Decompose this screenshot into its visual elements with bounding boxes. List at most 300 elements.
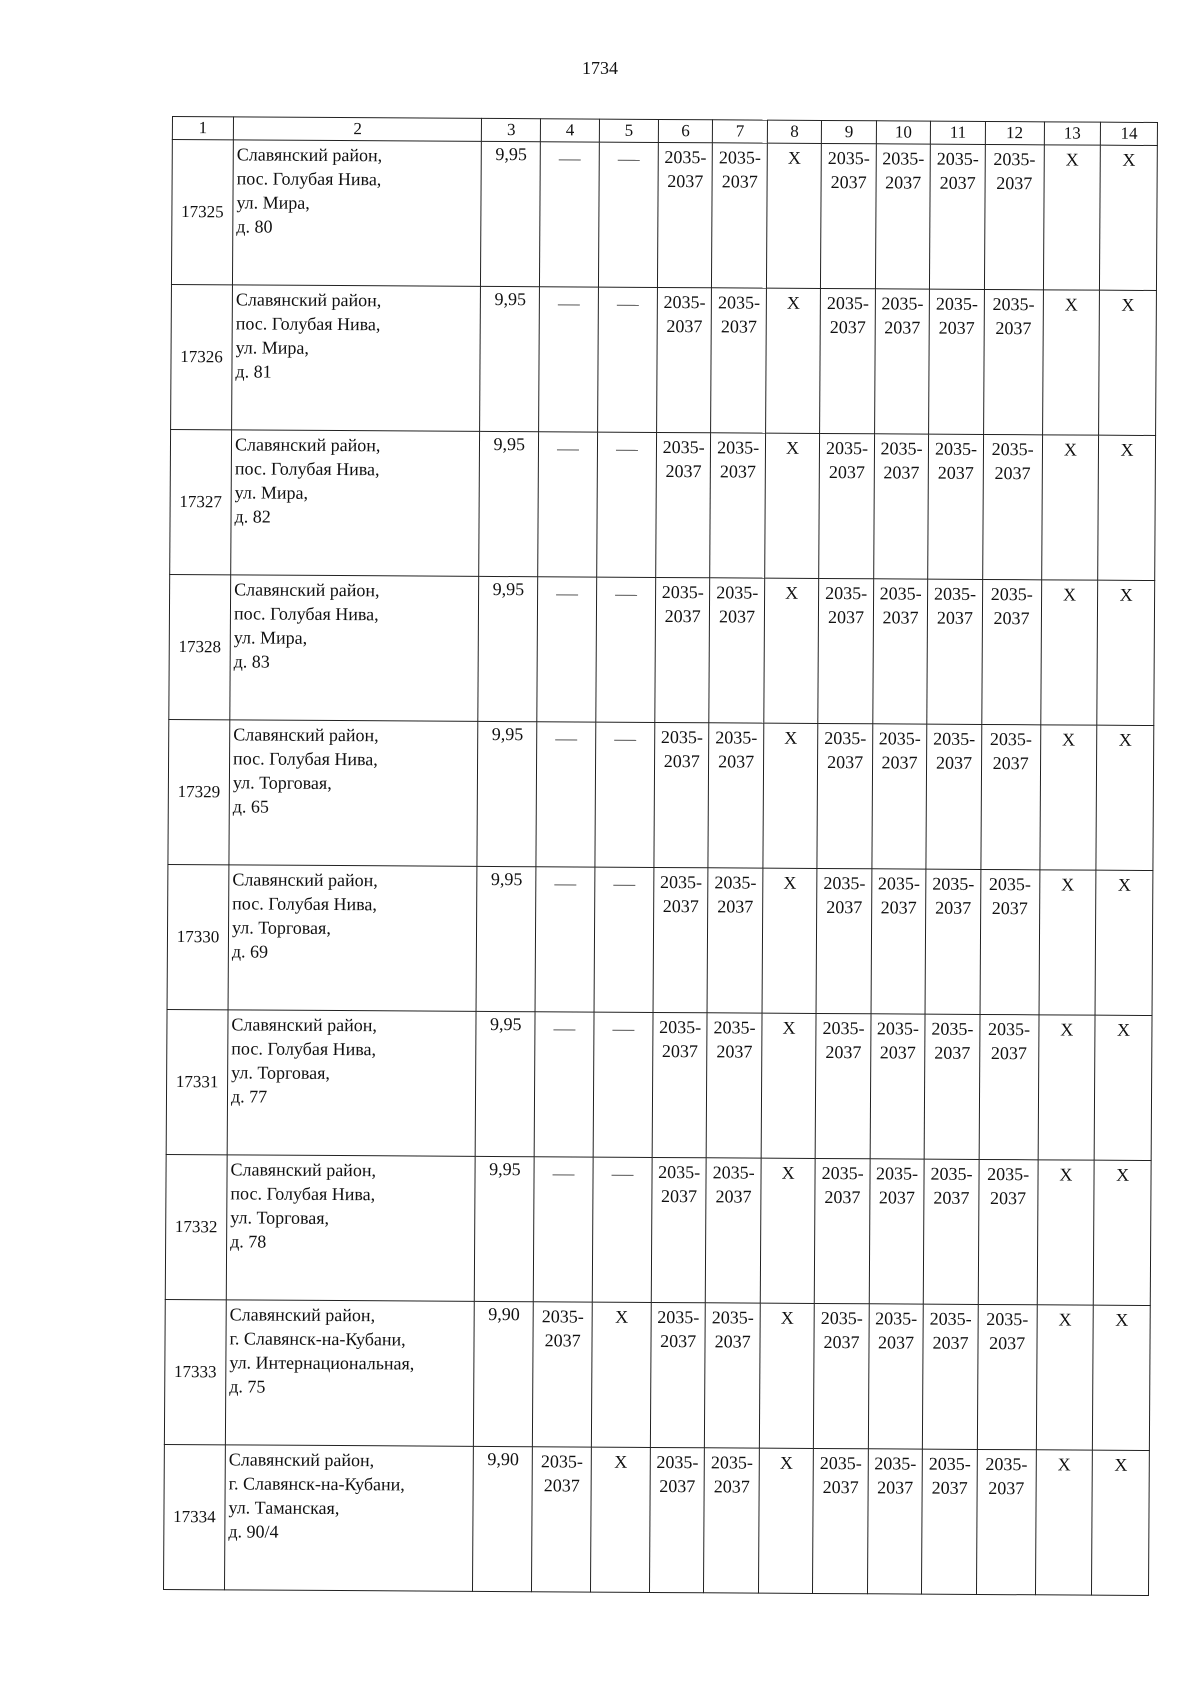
period-part: 2035- xyxy=(931,1018,974,1039)
period-part: 2035- xyxy=(935,293,978,314)
column-7-cell xyxy=(708,723,763,868)
period-part: 2035- xyxy=(715,727,758,748)
address-cell xyxy=(229,720,478,867)
period-part: 2035- xyxy=(827,148,870,169)
period-part: 2037 xyxy=(991,898,1028,919)
column-12-cell xyxy=(981,724,1041,869)
cell-mark: X xyxy=(1118,729,1132,750)
period-part: 2037 xyxy=(992,753,1029,774)
period-part: 2035- xyxy=(717,292,761,313)
column-13-cell xyxy=(1040,580,1098,725)
period-part: 2035- xyxy=(662,437,705,458)
period-part: 2037 xyxy=(829,317,866,338)
column-12-cell xyxy=(980,869,1040,1014)
row-number: 17328 xyxy=(169,574,231,719)
address-line: пос. Голубая Нива, xyxy=(234,458,380,480)
period-part: 2035- xyxy=(711,1307,754,1328)
column-7-cell xyxy=(711,288,766,433)
cell-mark: X xyxy=(1063,439,1077,460)
column-11-cell xyxy=(925,869,980,1014)
cell-mark: X xyxy=(779,1452,793,1473)
period-part: 2035- xyxy=(990,584,1033,605)
period-part: 2035- xyxy=(992,294,1035,315)
column-10-cell xyxy=(872,724,927,869)
cell-mark: X xyxy=(783,872,797,893)
column-10-cell xyxy=(875,144,930,289)
period-part: 2035- xyxy=(991,439,1034,460)
address-line: д. 75 xyxy=(229,1376,266,1397)
cell-mark: X xyxy=(1057,1454,1071,1475)
period-part: 2037 xyxy=(884,317,921,338)
period-part: 2037 xyxy=(936,752,973,773)
column-10-cell xyxy=(873,579,928,724)
dash-mark xyxy=(556,594,578,595)
address-line: д. 83 xyxy=(233,651,270,672)
row-number: 17325 xyxy=(171,140,233,285)
column-4-cell xyxy=(539,287,599,432)
period-part: 2037 xyxy=(994,463,1031,484)
address-line: ул. Мира, xyxy=(234,482,309,503)
address-line: ул. Мира, xyxy=(236,192,310,213)
address-line: ул. Торговая, xyxy=(232,772,332,793)
column-10-cell xyxy=(869,1159,924,1304)
column-4-cell xyxy=(540,142,600,287)
column-header-5: 5 xyxy=(599,119,658,142)
period-part: 2035- xyxy=(874,1453,917,1474)
period-part: 2035- xyxy=(929,1308,972,1329)
cost-cell: 9,95 xyxy=(476,866,536,1011)
column-header-1: 1 xyxy=(172,117,233,140)
column-8-cell xyxy=(762,868,817,1013)
period-part: 2035- xyxy=(822,1017,865,1039)
period-part: 2035- xyxy=(659,1016,702,1038)
column-header-8: 8 xyxy=(767,120,822,143)
period-part: 2035- xyxy=(880,438,923,459)
period-part: 2037 xyxy=(717,896,754,917)
column-header-10: 10 xyxy=(876,121,931,144)
period-part: 2035- xyxy=(658,1161,701,1183)
dash-mark xyxy=(553,1174,575,1175)
period-part: 2035- xyxy=(661,582,704,603)
column-6-cell xyxy=(653,867,708,1012)
period-part: 2035- xyxy=(820,1307,863,1329)
column-6-cell xyxy=(657,142,712,287)
column-13-cell xyxy=(1041,435,1099,580)
column-14-cell xyxy=(1099,290,1157,435)
column-14-cell xyxy=(1095,870,1153,1015)
period-part: 2037 xyxy=(877,1477,914,1498)
period-part: 2035- xyxy=(718,147,761,168)
cost-cell: 9,95 xyxy=(477,721,537,866)
column-header-13: 13 xyxy=(1044,122,1101,145)
column-7-cell xyxy=(704,1448,759,1593)
period-part: 2037 xyxy=(827,752,864,773)
address-line: Славянский район, xyxy=(233,724,379,746)
table-row xyxy=(171,284,1157,435)
table-row xyxy=(163,1444,1149,1595)
dash-mark xyxy=(614,740,636,741)
address-line: д. 81 xyxy=(235,361,272,382)
period-part: 2037 xyxy=(877,1332,915,1353)
column-5-cell xyxy=(591,1302,651,1447)
cell-mark: X xyxy=(1059,1164,1073,1185)
column-4-cell xyxy=(532,1447,592,1592)
cell-mark: X xyxy=(1122,149,1136,170)
period-part: 2035- xyxy=(988,874,1032,895)
column-7-cell xyxy=(709,578,764,723)
column-header-12: 12 xyxy=(985,121,1044,144)
column-7-cell xyxy=(707,868,762,1013)
table-body xyxy=(163,140,1157,1596)
period-part: 2035- xyxy=(878,728,921,749)
cell-mark: X xyxy=(1117,874,1131,895)
column-14-cell xyxy=(1097,580,1155,725)
period-part: 2035- xyxy=(825,582,868,604)
dash-mark xyxy=(618,160,640,161)
column-11-cell xyxy=(924,1014,979,1159)
period-part: 2035- xyxy=(656,1451,699,1473)
period-part: 2035- xyxy=(986,1308,1029,1330)
cell-mark: X xyxy=(1116,1164,1130,1185)
period-part: 2035- xyxy=(663,292,706,313)
period-part: 2037 xyxy=(666,316,703,337)
column-5-cell xyxy=(597,432,657,577)
address-line: д. 65 xyxy=(232,796,270,817)
address-line: Славянский район, xyxy=(229,1304,376,1326)
cost-cell: 9,90 xyxy=(474,1301,534,1446)
column-5-cell xyxy=(598,287,658,432)
period-part: 2035- xyxy=(659,871,703,893)
period-part: 2035- xyxy=(716,582,759,603)
dash-mark xyxy=(617,305,639,306)
column-13-cell xyxy=(1039,870,1097,1015)
period-part: 2035- xyxy=(936,148,979,169)
period-part: 2037 xyxy=(989,1333,1026,1354)
dash-mark xyxy=(612,1030,634,1031)
cell-mark: X xyxy=(1058,1309,1072,1330)
column-11-cell xyxy=(922,1449,977,1594)
column-5-cell xyxy=(593,1012,653,1157)
column-9-cell xyxy=(820,288,875,433)
period-part: 2037 xyxy=(659,1476,696,1497)
column-10-cell xyxy=(870,1014,925,1159)
dash-mark xyxy=(615,595,637,596)
period-part: 2035- xyxy=(826,293,869,314)
column-8-cell xyxy=(764,578,819,723)
column-14-cell xyxy=(1093,1305,1151,1450)
period-part: 2037 xyxy=(880,897,917,918)
period-part: 2035- xyxy=(714,872,757,893)
period-part: 2037 xyxy=(721,171,758,192)
column-13-cell xyxy=(1038,1015,1096,1160)
column-14-cell xyxy=(1096,725,1154,870)
period-part: 2037 xyxy=(883,462,920,483)
column-12-cell xyxy=(984,144,1044,289)
register-table xyxy=(163,116,1158,1596)
table-row xyxy=(169,574,1155,725)
period-part: 2035- xyxy=(875,1308,918,1329)
period-part: 2035- xyxy=(825,438,869,459)
period-part: 2035- xyxy=(541,1306,584,1327)
column-header-7: 7 xyxy=(713,120,768,143)
cell-mark: X xyxy=(782,1017,796,1038)
table-row xyxy=(164,1299,1150,1450)
address-cell xyxy=(231,430,480,577)
table-row xyxy=(168,719,1154,870)
column-9-cell xyxy=(821,143,876,288)
column-8-cell xyxy=(760,1158,815,1303)
row-number: 17333 xyxy=(164,1299,226,1444)
row-number: 17330 xyxy=(167,864,229,1009)
dash-mark xyxy=(559,159,581,160)
period-part: 2035- xyxy=(660,726,703,748)
column-7-cell xyxy=(707,1013,762,1158)
dash-mark xyxy=(613,885,635,886)
period-part: 2037 xyxy=(939,172,976,193)
period-part: 2035- xyxy=(821,1162,864,1184)
address-line: г. Славянск-на-Кубани, xyxy=(229,1328,406,1350)
cell-mark: X xyxy=(1119,584,1133,605)
dash-mark xyxy=(554,1029,576,1030)
address-cell xyxy=(232,285,481,432)
column-14-cell xyxy=(1100,145,1158,290)
cost-cell: 9,95 xyxy=(475,1156,535,1301)
column-5-cell xyxy=(594,867,654,1012)
cell-mark: X xyxy=(1062,729,1076,750)
address-line: д. 82 xyxy=(234,506,271,527)
cell-mark: X xyxy=(1120,439,1134,460)
column-header-2: 2 xyxy=(233,117,482,142)
row-number: 17332 xyxy=(165,1154,227,1299)
period-part: 2037 xyxy=(714,1331,751,1352)
address-cell xyxy=(225,1300,474,1447)
period-part: 2035- xyxy=(989,729,1032,750)
period-part: 2037 xyxy=(661,1186,698,1207)
period-part: 2037 xyxy=(938,317,975,338)
address-line: пос. Голубая Нива, xyxy=(235,313,381,335)
table-row xyxy=(167,864,1153,1015)
column-12-cell xyxy=(977,1304,1037,1449)
period-part: 2035- xyxy=(987,1163,1030,1185)
period-part: 2035- xyxy=(881,293,924,314)
column-13-cell xyxy=(1042,290,1100,435)
period-part: 2035- xyxy=(712,1162,755,1183)
address-cell xyxy=(226,1155,475,1302)
address-line: пос. Голубая Нива, xyxy=(230,1183,376,1205)
column-header-9: 9 xyxy=(822,120,877,143)
period-part: 2035- xyxy=(928,1453,971,1474)
period-part: 2035- xyxy=(934,438,978,459)
dash-mark xyxy=(555,739,577,740)
period-part: 2035- xyxy=(932,873,975,894)
period-part: 2035- xyxy=(993,149,1036,170)
column-header-3: 3 xyxy=(482,118,541,141)
column-5-cell xyxy=(596,577,656,722)
column-9-cell xyxy=(817,723,872,868)
column-9-cell xyxy=(815,1158,870,1303)
column-6-cell xyxy=(649,1447,704,1592)
dash-mark xyxy=(558,304,580,305)
period-part: 2037 xyxy=(826,897,863,918)
column-12-cell xyxy=(976,1449,1036,1594)
cell-mark: X xyxy=(615,1306,629,1327)
period-part: 2037 xyxy=(715,1186,752,1207)
column-4-cell xyxy=(538,432,598,577)
address-line: ул. Таманская, xyxy=(228,1497,340,1519)
column-14-cell xyxy=(1093,1160,1151,1305)
column-4-cell xyxy=(534,1157,594,1302)
column-6-cell xyxy=(651,1157,706,1302)
period-part: 2035- xyxy=(876,1018,920,1039)
column-header-11: 11 xyxy=(931,121,986,144)
address-line: ул. Торговая, xyxy=(231,1062,331,1083)
column-header-14: 14 xyxy=(1101,122,1158,145)
period-part: 2037 xyxy=(718,751,755,772)
column-9-cell xyxy=(813,1448,868,1593)
column-11-cell xyxy=(929,289,984,434)
column-5-cell xyxy=(595,722,655,867)
cell-mark: X xyxy=(784,727,798,748)
column-8-cell xyxy=(759,1303,814,1448)
period-part: 2037 xyxy=(720,316,757,337)
address-line: д. 90/4 xyxy=(228,1521,279,1542)
column-11-cell xyxy=(926,724,981,869)
cell-mark: X xyxy=(1062,584,1077,605)
period-part: 2037 xyxy=(822,1477,859,1498)
period-part: 2035- xyxy=(819,1452,862,1474)
column-header-4: 4 xyxy=(541,119,600,142)
period-part: 2035- xyxy=(824,727,867,749)
column-7-cell xyxy=(710,433,765,578)
dash-mark xyxy=(616,450,638,451)
column-13-cell xyxy=(1043,145,1101,290)
cell-mark: X xyxy=(1064,294,1078,315)
table-row xyxy=(165,1154,1151,1305)
address-line: ул. Торговая, xyxy=(231,917,331,938)
period-part: 2037 xyxy=(989,1188,1027,1209)
address-line: д. 69 xyxy=(231,941,269,962)
address-line: д. 77 xyxy=(230,1086,268,1107)
column-5-cell xyxy=(599,142,659,287)
period-part: 2037 xyxy=(934,1042,971,1063)
column-11-cell xyxy=(930,144,985,289)
column-8-cell xyxy=(761,1013,816,1158)
column-6-cell xyxy=(652,1012,707,1157)
address-line: Славянский район, xyxy=(236,144,383,166)
column-5-cell xyxy=(592,1157,652,1302)
period-part: 2037 xyxy=(878,1187,915,1208)
cell-mark: X xyxy=(1115,1309,1129,1330)
column-6-cell xyxy=(656,432,711,577)
row-number: 17331 xyxy=(166,1009,228,1154)
cost-cell: 9,95 xyxy=(478,576,538,721)
column-14-cell xyxy=(1092,1450,1150,1595)
address-line: Славянский район, xyxy=(230,1159,377,1181)
cell-mark: X xyxy=(786,437,800,458)
row-number: 17329 xyxy=(168,719,230,864)
column-8-cell xyxy=(765,433,820,578)
column-8-cell xyxy=(763,723,818,868)
period-part: 2035- xyxy=(988,1019,1031,1040)
address-line: Славянский район, xyxy=(235,289,382,311)
period-part: 2037 xyxy=(935,897,972,918)
period-part: 2037 xyxy=(995,318,1032,339)
cell-mark: X xyxy=(1121,294,1135,315)
period-part: 2035- xyxy=(823,872,866,894)
address-line: д. 80 xyxy=(236,216,273,237)
column-header-6: 6 xyxy=(658,119,713,142)
column-8-cell xyxy=(766,143,821,288)
column-12-cell xyxy=(982,579,1042,724)
period-part: 2035- xyxy=(710,1452,753,1473)
address-line: ул. Интернациональная, xyxy=(229,1352,415,1374)
cell-mark: X xyxy=(780,1307,794,1328)
row-number: 17327 xyxy=(170,429,232,574)
dash-mark xyxy=(557,449,579,450)
column-7-cell xyxy=(712,143,767,288)
period-part: 2035- xyxy=(717,437,760,458)
period-part: 2035- xyxy=(934,583,977,604)
address-line: ул. Торговая, xyxy=(230,1207,330,1228)
cell-mark: X xyxy=(614,1451,628,1472)
address-line: пос. Голубая Нива, xyxy=(233,748,378,770)
address-line: ул. Мира, xyxy=(233,627,308,648)
period-part: 2037 xyxy=(664,606,701,627)
column-10-cell xyxy=(868,1304,923,1449)
period-part: 2037 xyxy=(716,1041,753,1062)
column-7-cell xyxy=(706,1158,761,1303)
period-part: 2037 xyxy=(823,1332,860,1353)
column-14-cell xyxy=(1098,435,1156,580)
column-12-cell xyxy=(983,289,1043,434)
address-line: пос. Голубая Нива, xyxy=(232,893,377,915)
period-part: 2035- xyxy=(879,583,922,604)
period-part: 2037 xyxy=(825,1042,862,1063)
column-4-cell xyxy=(534,1012,594,1157)
column-9-cell xyxy=(814,1303,869,1448)
address-cell xyxy=(228,865,477,1012)
column-5-cell xyxy=(591,1447,651,1592)
page-number: 1734 xyxy=(582,58,618,78)
column-13-cell xyxy=(1039,725,1097,870)
column-4-cell xyxy=(533,1302,593,1447)
period-part: 2035- xyxy=(877,873,920,894)
period-part: 2035- xyxy=(876,1163,919,1184)
cost-cell: 9,90 xyxy=(473,1446,533,1591)
cell-mark: X xyxy=(1065,149,1079,170)
address-line: пос. Голубая Нива, xyxy=(233,603,379,625)
column-12-cell xyxy=(978,1159,1038,1304)
cost-cell: 9,95 xyxy=(476,1011,536,1156)
table-row xyxy=(170,429,1156,580)
column-7-cell xyxy=(705,1303,760,1448)
column-8-cell xyxy=(765,288,820,433)
cost-cell: 9,95 xyxy=(480,286,540,431)
cost-cell: 9,95 xyxy=(479,431,539,576)
cell-mark: X xyxy=(785,582,799,603)
dash-mark xyxy=(612,1175,634,1176)
period-part: 2037 xyxy=(993,608,1030,629)
dash-mark xyxy=(554,884,576,885)
column-8-cell xyxy=(758,1448,813,1593)
cell-mark: X xyxy=(1116,1019,1131,1040)
period-part: 2035- xyxy=(664,147,707,168)
period-part: 2035- xyxy=(930,1163,973,1184)
column-14-cell xyxy=(1094,1015,1152,1160)
table-row xyxy=(171,140,1157,291)
address-line: Славянский район, xyxy=(228,1449,375,1471)
column-10-cell xyxy=(867,1449,922,1594)
